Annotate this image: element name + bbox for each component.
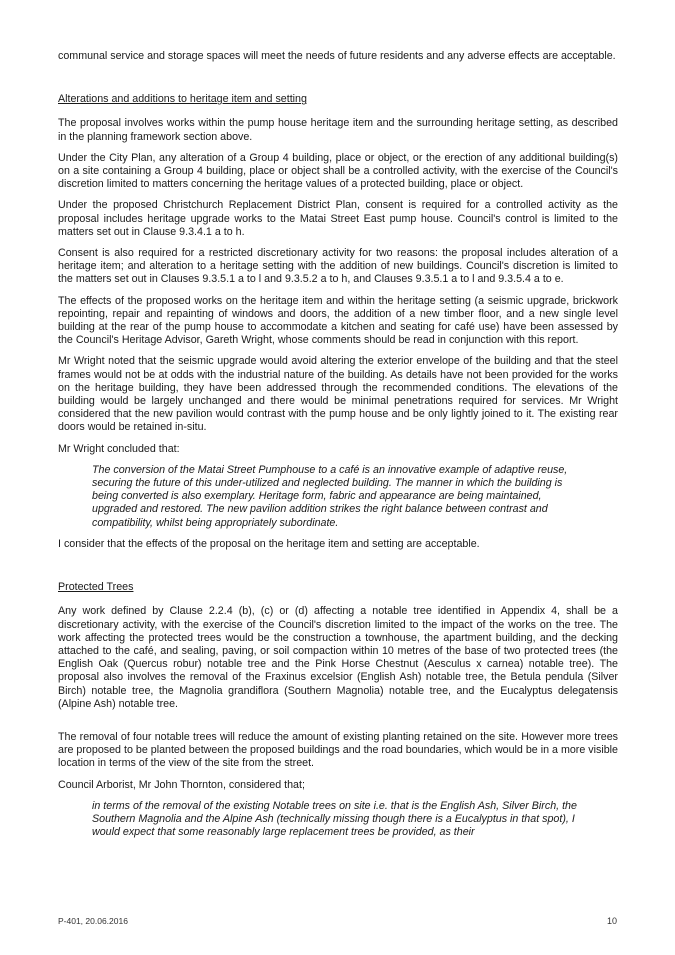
heritage-paragraph-6: Mr Wright noted that the seismic upgrade would avoid altering the exterior envelope of the building and that the steel frames would not be at odds with the industrial nature of the building. As details have not been provided for the works on the heritage building, they have been addressed through the recommended conditions. The elevations of the building would be largely unchanged and there would be minimal penetrations required for services. Mr Wright considered that the new pavilion would contrast with the pump house and be only lightly joined to it. The existing rear doors would be retained in-situ. [58,355,618,434]
heritage-conclusion: I consider that the effects of the proposal on the heritage item and setting are acceptable. [58,537,480,550]
heritage-quote: The conversion of the Matai Street Pumphouse to a café is an innovative example of adaptive reuse, securing the future of this under-utilized and neglected building. The manner in which the building is being converted is also exemplary. Heritage form, fabric and appearance are being maintained, upgraded and restored. The new pavilion addition strikes the right balance between contrast and compatibility, whilst being appropriately subordinate. [92,463,568,529]
trees-paragraph-2: The removal of four notable trees will reduce the amount of existing planting retained on the site. However more trees are proposed to be planted between the proposed buildings and the road boundaries, which would be in a more visible location in terms of the view of the site from the street. [58,730,618,770]
heritage-paragraph-7: Mr Wright concluded that: [58,442,180,455]
intro-continuation: communal service and storage spaces will meet the needs of future residents and any adverse effects are acceptable. [58,50,616,62]
heritage-paragraph-2: Under the City Plan, any alteration of a Group 4 building, place or object, or the erection of any additional building(s) on a site containing a Group 4 building, place or object shall be a controlled activity, with the exercise of the Council's discretion limited to matters concerning the heritage values of a protected building, place or object. [58,151,618,191]
heritage-heading: Alterations and additions to heritage item and setting [58,93,307,106]
document-page [58,50,618,847]
footer-doc-ref: P-401, 20.06.2016 [58,916,128,926]
trees-quote: in terms of the removal of the existing Notable trees on site i.e. that is the English Ash, Silver Birch, the Southern Magnolia and the Alpine Ash (technically missing though there is a Eucalyptus in that spot), I would expect that some reasonably large replacement trees be provided, as their [92,799,577,839]
heritage-paragraph-4: Consent is also required for a restricted discretionary activity for two reasons: the proposal includes alteration of a heritage item; and alteration to a heritage setting with the addition of new buildings. Council's discretion is limited to the matters set out in Clauses 9.3.5.1 a to l and 9.3.5.2 a to h, and Clauses 9.3.5.1 a to l and 9.3.5.4 a to e. [58,247,618,286]
heritage-paragraph-5: The effects of the proposed works on the heritage item and within the heritage setting (a seismic upgrade, brickwork repointing, repair and repainting of windows and doors, the addition of a new timber floor, and a new single level building at the rear of the pump house to accommodate a kitchen and seating for café use) have been assessed by the Council's Heritage Advisor, Gareth Wright, whose comments should be read in conjunction with this report. [58,294,618,347]
trees-paragraph-3: Council Arborist, Mr John Thornton, considered that; [58,778,305,791]
trees-heading: Protected Trees [58,581,134,594]
trees-paragraph-1: Any work defined by Clause 2.2.4 (b), (c) or (d) affecting a notable tree identified in Appendix 4, shall be a discretionary activity, with the exercise of the Council's discretion limited to the impact of the works on the tree. The work affecting the protected trees would be the construction a townhouse, the apartment building, and the decking attached to the café, and sealing, paving, or soil compaction within 10 metres of the base of two protected trees (the English Oak (Quercus robur) notable tree and the Pink Horse Chestnut (Aesculus x carnea) notable tree). The proposal also involves the removal of the Fraxinus excelsior (English Ash) notable tree, the Betula pendula (Silver Birch) notable tree, the Magnolia grandiflora (Southern Magnolia) notable tree, and the Eucalyptus delegatensis (Alpine Ash) notable tree. [58,605,618,710]
heritage-paragraph-1: The proposal involves works within the pump house heritage item and the surrounding heritage setting, as described in the planning framework section above. [58,117,618,143]
footer-page-number: 10 [606,916,617,926]
heritage-paragraph-3: Under the proposed Christchurch Replacement District Plan, consent is required for a controlled activity as the proposal includes heritage upgrade works to the Matai Street East pump house. Council's control is limited to the matters set out in Clause 9.3.4.1 a to h. [58,199,618,238]
